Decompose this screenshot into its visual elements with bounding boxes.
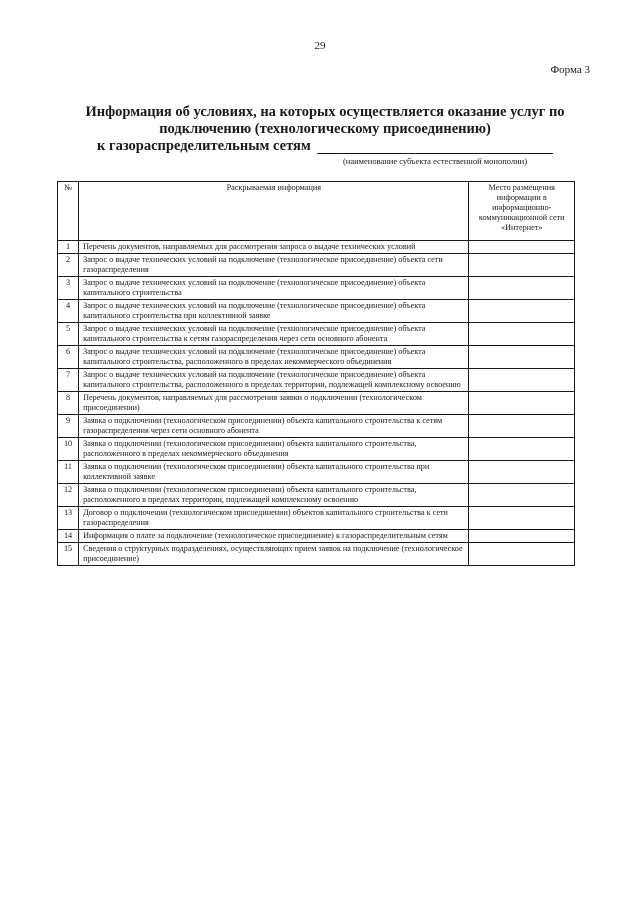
row-description: Заявка о подключении (технологическом присоединении) объекта капитального строительства, расположенного в пределах некоммерческого объединения — [79, 438, 469, 461]
table-row — [58, 241, 575, 254]
row-description: Запрос о выдаче технических условий на подключение (технологическое присоединение) объекта капитального строительства при коллективной заявке — [79, 300, 469, 323]
form-label: Форма 3 — [550, 64, 590, 76]
table-row — [58, 369, 575, 392]
page-number: 29 — [314, 40, 326, 52]
row-description: Запрос о выдаче технических условий на подключение (технологическое присоединение) объекта капитального строительства, расположенного в пределах некоммерческого объединения — [79, 346, 469, 369]
row-description: Перечень документов, направляемых для рассмотрения запроса о выдаче технических условий — [79, 241, 469, 254]
table-row — [58, 530, 575, 543]
table-body — [58, 241, 575, 566]
row-placement — [469, 484, 575, 507]
row-placement — [469, 392, 575, 415]
document-title — [60, 104, 590, 138]
header-num: № — [58, 182, 79, 241]
row-placement — [469, 254, 575, 277]
table-row — [58, 392, 575, 415]
row-description: Запрос о выдаче технических условий на подключение (технологическое присоединение) объекта капитального строительства, расположенного в пределах территории, подлежащей комплексному освоению — [79, 369, 469, 392]
row-description: Заявка о подключении (технологическом присоединении) объекта капитального строительства, расположенного в пределах территории, подлежащей комплексному освоению — [79, 484, 469, 507]
row-number: 1 — [58, 241, 79, 254]
table-row — [58, 438, 575, 461]
header-desc: Раскрываемая информация — [79, 182, 469, 241]
row-placement — [469, 461, 575, 484]
row-placement — [469, 530, 575, 543]
row-number: 13 — [58, 507, 79, 530]
table-row — [58, 507, 575, 530]
row-number: 3 — [58, 277, 79, 300]
row-description: Заявка о подключении (технологическом присоединении) объекта капитального строительства к сетям газораспределения через сети основного абонента — [79, 415, 469, 438]
row-number: 10 — [58, 438, 79, 461]
row-placement — [469, 507, 575, 530]
row-number: 9 — [58, 415, 79, 438]
row-number: 8 — [58, 392, 79, 415]
row-description: Договор о подключении (технологическом присоединении) объектов капитального строительства к сети газораспределения — [79, 507, 469, 530]
row-number: 2 — [58, 254, 79, 277]
title-line-3: к газораспределительным сетям — [97, 138, 311, 154]
row-number: 5 — [58, 323, 79, 346]
row-number: 12 — [58, 484, 79, 507]
row-description: Запрос о выдаче технических условий на подключение (технологическое присоединение) объекта капитального строительства — [79, 277, 469, 300]
row-number: 6 — [58, 346, 79, 369]
row-description: Перечень документов, направляемых для рассмотрения заявки о подключении (технологическом присоединении) — [79, 392, 469, 415]
row-description: Запрос о выдаче технических условий на подключение (технологическое присоединение) объекта капитального строительства к сетям газораспределения через сети основного абонента — [79, 323, 469, 346]
row-number: 14 — [58, 530, 79, 543]
row-description: Сведения о структурных подразделениях, осуществляющих прием заявок на подключение (технологическое присоединение) — [79, 543, 469, 566]
title-line-2: подключению (технологическому присоединению) — [159, 121, 491, 137]
row-number: 7 — [58, 369, 79, 392]
row-description: Информация о плате за подключение (технологическое присоединение) к газораспределительным сетям — [79, 530, 469, 543]
row-number: 4 — [58, 300, 79, 323]
row-placement — [469, 277, 575, 300]
row-placement — [469, 369, 575, 392]
row-placement — [469, 438, 575, 461]
row-placement — [469, 323, 575, 346]
table-row — [58, 300, 575, 323]
row-description: Заявка о подключении (технологическом присоединении) объекта капитального строительства при коллективной заявке — [79, 461, 469, 484]
table-row — [58, 254, 575, 277]
row-placement — [469, 241, 575, 254]
row-placement — [469, 415, 575, 438]
table-row — [58, 461, 575, 484]
table-row — [58, 543, 575, 566]
table-row — [58, 346, 575, 369]
table-row — [58, 484, 575, 507]
header-place: Место размещения информации в информационно-коммуникационной сети «Интернет» — [469, 182, 575, 241]
table-row — [58, 415, 575, 438]
row-placement — [469, 346, 575, 369]
row-number: 15 — [58, 543, 79, 566]
table-row — [58, 277, 575, 300]
info-table — [57, 181, 575, 566]
row-placement — [469, 300, 575, 323]
row-description: Запрос о выдаче технических условий на подключение (технологическое присоединение) объекта сети газораспределения — [79, 254, 469, 277]
table-row — [58, 323, 575, 346]
blank-fill-line — [317, 153, 553, 154]
row-placement — [469, 543, 575, 566]
table-header-row — [58, 182, 575, 241]
title-line-1: Информация об условиях, на которых осуществляется оказание услуг по — [85, 104, 565, 120]
row-number: 11 — [58, 461, 79, 484]
blank-caption: (наименование субъекта естественной монополии) — [342, 156, 528, 166]
